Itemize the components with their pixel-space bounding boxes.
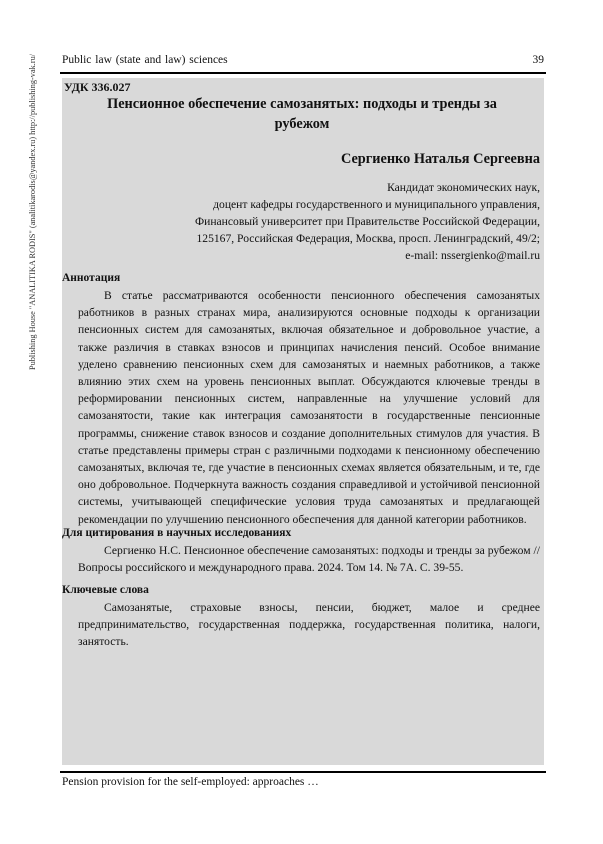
article-front-matter (62, 78, 544, 765)
abstract-text: В статье рассматриваются особенности пенсионного обеспечения самозанятых работников в разных странах мира, анализируются основные подходы к организации пенсионных систем для самозанятых, включая обязательное и добровольное участие, а также различия в ставках взносов и принципах начисления пенсий. Особое внимание уделено сравнению пенсионных схем для самозанятых и наемных работников, а также влиянию этих схем на уровень пенсионных выплат. Обсуждаются ключевые тренды в реформировании пенсионных систем, направленные на улучшение условий для самозанятости, такие как интеграция самозанятости в государственные пенсионные программы, снижение ставок взносов и создание дополнительных стимулов для участия. В статье представлены примеры стран с различными подходами к пенсионному обеспечению самозанятых, включая те, где участие в пенсионных схемах является обязательным, и те, где оно добровольное. Подчеркнута важность создания справедливой и устойчивой пенсионной системы, учитывающей специфические условия труда самозанятых и предлагающей рекомендации по улучшению пенсионного обеспечения для данной категории работников. (78, 289, 540, 526)
running-footer: Pension provision for the self-employed: approaches … (62, 776, 319, 788)
page-number: 39 (532, 54, 544, 66)
header-rule (60, 72, 546, 74)
affiliation-line: Кандидат экономических наук, (387, 181, 540, 194)
affiliation-line: доцент кафедры государственного и муниципального управления, (213, 198, 540, 211)
article-title: Пенсионное обеспечение самозанятых: подходы и тренды за рубежом (107, 96, 497, 132)
keywords-heading: Ключевые слова (62, 584, 149, 596)
affiliation-line: Финансовый университет при Правительстве Российской Федерации, (194, 215, 540, 228)
udk-code: УДК 336.027 (64, 80, 131, 94)
citation-heading: Для цитирования в научных исследованиях (62, 527, 292, 539)
abstract-heading: Аннотация (62, 272, 121, 284)
keywords-text: Самозанятые, страховые взносы, пенсии, бюджет, малое и среднее предпринимательство, государственная поддержка, государственная политика, налоги, занятость. (78, 601, 540, 649)
footer-rule (60, 771, 546, 773)
author-email[interactable]: e-mail: nssergienko@mail.ru (405, 249, 540, 262)
publisher-note: Publishing House "ANALITIKA RODIS" (analitikarodis@yandex.ru) http://publishing-vak.ru/ (28, 53, 37, 370)
author-affiliation (100, 179, 540, 264)
running-header (62, 52, 544, 68)
affiliation-line: 125167, Российская Федерация, Москва, просп. Ленинградский, 49/2; (196, 232, 540, 245)
citation-text: Сергиенко Н.С. Пенсионное обеспечение самозанятых: подходы и тренды за рубежом // Вопросы российского и международного права. 2024. Том 14. № 7А. С. 39-55. (78, 544, 540, 575)
journal-section: Public law (state and law) sciences (62, 54, 228, 66)
author-name: Сергиенко Наталья Сергеевна (340, 151, 540, 167)
